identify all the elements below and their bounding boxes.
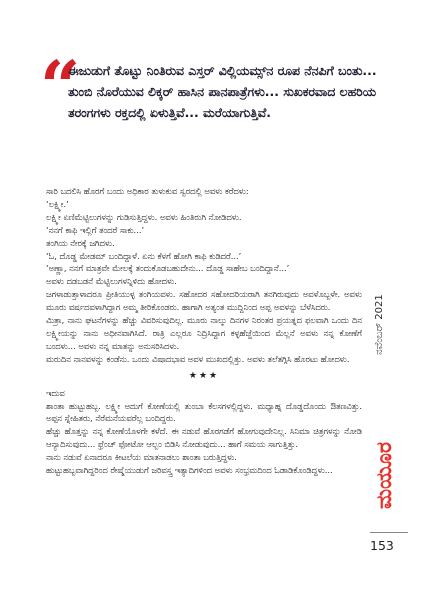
page-sidebar xyxy=(368,250,416,580)
magazine-logo: ಮಯೂರ xyxy=(372,442,396,510)
paragraph: ಇದುವ xyxy=(46,387,65,398)
paragraph: ‘ಓ, ದೊಡ್ಡ ಮೇಡಮ್ ಬಂದಿದ್ದಾಳೆ. ಏನು ಕೆಳಗೆ ಹೋಗಿ ಕಾಫಿ ಕುಡಿದರೆ...’ xyxy=(46,250,242,261)
page-number: 153 xyxy=(370,538,394,553)
paragraph: ಶಾಂತಾ ಹುಟ್ಟುಹಬ್ಬ. ಲಕ್ಷ್ಮೀ ಅದುಗೆ ಕೋಣೆಯಲ್ಲಿ ತುಂಬಾ ಕೆಲಸಗಳಲ್ಲಿದ್ದಳು. ಮಧ್ಯಾಹ್ನ ದೊಡ್ಡದೊಂದು ಔತಣವಿತ್ತು. ಅಪ್ಪನ ಸ್ನೇಹಿತರು, ನೆರೆಮನೆಯವರೆಲ್ಲ ಬಂದಿದ್ದರು. xyxy=(46,400,362,424)
paragraph: ನಾನು ನಡುವೆ ಏನಾದರೂ ಕೀಟಲೆಯ ಮಾತನಾಡಲು ಶಾಂತಾ ಬರುತ್ತಿದ್ದಳು. xyxy=(46,452,237,463)
paragraph: ‘ಲಕ್ಷ್ಮೀ.’ xyxy=(46,198,69,209)
paragraph: ಲಕ್ಷ್ಮೀ ಏಣಿಮೆಟ್ಟಿಲುಗಳನ್ನು ಗುಡಿಸುತ್ತಿದ್ದಳು. ಅವಳು ಹಿಂತಿರುಗಿ ನೋಡಿದಳು. xyxy=(46,211,242,222)
paragraph: ಮಿತ್ರಾ, ನಾನು ಘಟನೆಗಳನ್ನು ಹೆಚ್ಚು ವಿವರಿಸುವುದಿಲ್ಲ. ಮೂರು ನಾಲ್ಕು ದಿನಗಳ ನಿರಂತರ ಪ್ರಯತ್ನದ ಫಲವಾಗಿ ಒಂದು ದಿನ ಲಕ್ಷ್ಮೀಯನ್ನು ನಾನು ಅಧೀನವಾಗಿಸಿದೆ. ರಾತ್ರಿ ಎಲ್ಲರೂ ನಿದ್ರಿಸಿದ್ದಾಗ ಕಳ್ಳಹೆಜ್ಜೆಯಿಂದ ಮೆಲ್ಲನೆ ಅವಳು ನನ್ನ ಕೋಣೆಗೆ ಬಂದಳು... ಅವಳು ನನ್ನ ಮಾತನ್ನು ಅನುಸರಿಸಿದಳು. xyxy=(46,315,362,351)
paragraph: ಹೆಚ್ಚು ಹೊತ್ತನ್ನು ನನ್ನ ಕೋಣೆಯೊಳಗೇ ಕಳೆದೆ. ಈ ನಡುವೆ ಹೊರಗಡೆಗೆ ಹೋಗುವುದೇನಿಲ್ಲ. ಸಿನಿಮಾ ಚಿತ್ರಗಳನ್ನು ನೋಡಿ ಆನ್ಯಾದಿಸುವುದು... ಫ್ರೆಂಚ್ ಫೋಟೋ ಆಲ್ಬಂ ಬಿಡಿಸಿ ನೋಡುವುದು... ಹಾಗೆ ಸಮಯ ಸಾಗುತ್ತಿತ್ತು. xyxy=(46,426,362,450)
quote-mark: “ xyxy=(40,45,81,128)
paragraph: ತಂಗಿಯ ನೇರಕ್ಕೆ ಜಗಿದಳು. xyxy=(46,237,115,248)
paragraph: ಮರುದಿನ ನಾನವಳನ್ನು ಕಂಡೆನು. ಒಂದು ವಿಷಾದಭಾವ ಅವಳ ಮುಖದಲ್ಲಿತ್ತು. ಅವಳು ತಲೆತಗ್ಗಿಸಿ ಹೊರಟು ಹೋದಳು. xyxy=(46,353,350,364)
section-divider: ★★★ xyxy=(188,370,220,381)
paragraph: ಜಗಳಾಡುತ್ತಾಳಾದರೂ ಪ್ರೀತಿಯುಳ್ಳ ತಂಗಿಯವಳು. ಸಹೋದರ ಸಹೋದರಿಯರಾಗಿ ತನಗಿರುವುದು ಅವಳೊಬ್ಬಳೇ. ಅವಳು ಮೂರು ವರ್ಷದವಳಾಗಿದ್ದಾಗ ಅಮ್ಮ ತೀರಿಕೊಂಡರು. ಹಾಗಾಗಿ ಅತ್ಯಂತ ಮುದ್ದಿನಿಂದ ಅಪ್ಪ ಅವಳನ್ನು ಬೆಳೆಸಿದರು. xyxy=(46,289,362,313)
article-body xyxy=(46,185,362,477)
divider-rule xyxy=(370,532,408,533)
paragraph: ಸಾರಿ ಬದಲಿಸಿ ಹೊರಗೆ ಬಂದು ಅಧಿಕಾರ ತುಳುಕುವ ಸ್ವರದಲ್ಲಿ ಅವಳು ಕರೆದಳು: xyxy=(46,186,249,196)
paragraph: ಹುಟ್ಟುಹಬ್ಬವಾಗಿದ್ದರಿಂದ ರೇಷ್ಮೆಯುಡುಗೆ ಜರಿವಸ್ತ್ರ ಇತ್ಯಾದಿಗಳಿಂದ ಅವಳು ಸಂಭ್ರಮದಿಂದ ಓಡಾಡಿಕೊಂಡಿದ್ದಳು... xyxy=(46,465,333,476)
paragraph: ಅವಳು ದಡಬಡನೆ ಮೆಟ್ಟಿಲುಗಳನ್ನಿಳಿದು ಹೋದಳು. xyxy=(46,276,177,287)
paragraph: ‘ಅಣ್ಣಾ, ನನಗೆ ಮಾತ್ರವೇ ಮೇಲಕ್ಕೆ ತಂದುಕೊಡಬಹುದೇನು... ದೊಡ್ಡ ಸಾಹೇಬ ಬಂದಿದ್ದಾನೆ...’ xyxy=(46,263,290,274)
pull-quote: ಈಜುಡುಗೆ ತೊಟ್ಟು ನಿಂತಿರುವ ಎಸ್ತರ್ ವಿಲ್ಲಿಯಮ್ಸ್‌ನ ರೂಪ ನೆನಪಿಗೆ ಬಂತು... ತುಂಬಿ ನೊರೆಯುವ ಲಿಕ್ಕರ್ ಹಾಸಿನ ಪಾನಪಾತ್ರೆಗಳು... ಸುಖಕರವಾದ ಲಹರಿಯ ತರಂಗಗಳು ರಕ್ತದಲ್ಲಿ ಏಳುತ್ತಿವೆ... ಮರೆಯಾಗುತ್ತಿವೆ. xyxy=(68,63,377,120)
issue-date: ನವೆಂಬರ್ 2021 xyxy=(374,294,385,356)
paragraph: ‘ನನಗೆ ಕಾಫಿ ಇಲ್ಲಿಗೆ ತಂದರೆ ಸಾಕು...’ xyxy=(46,224,145,235)
